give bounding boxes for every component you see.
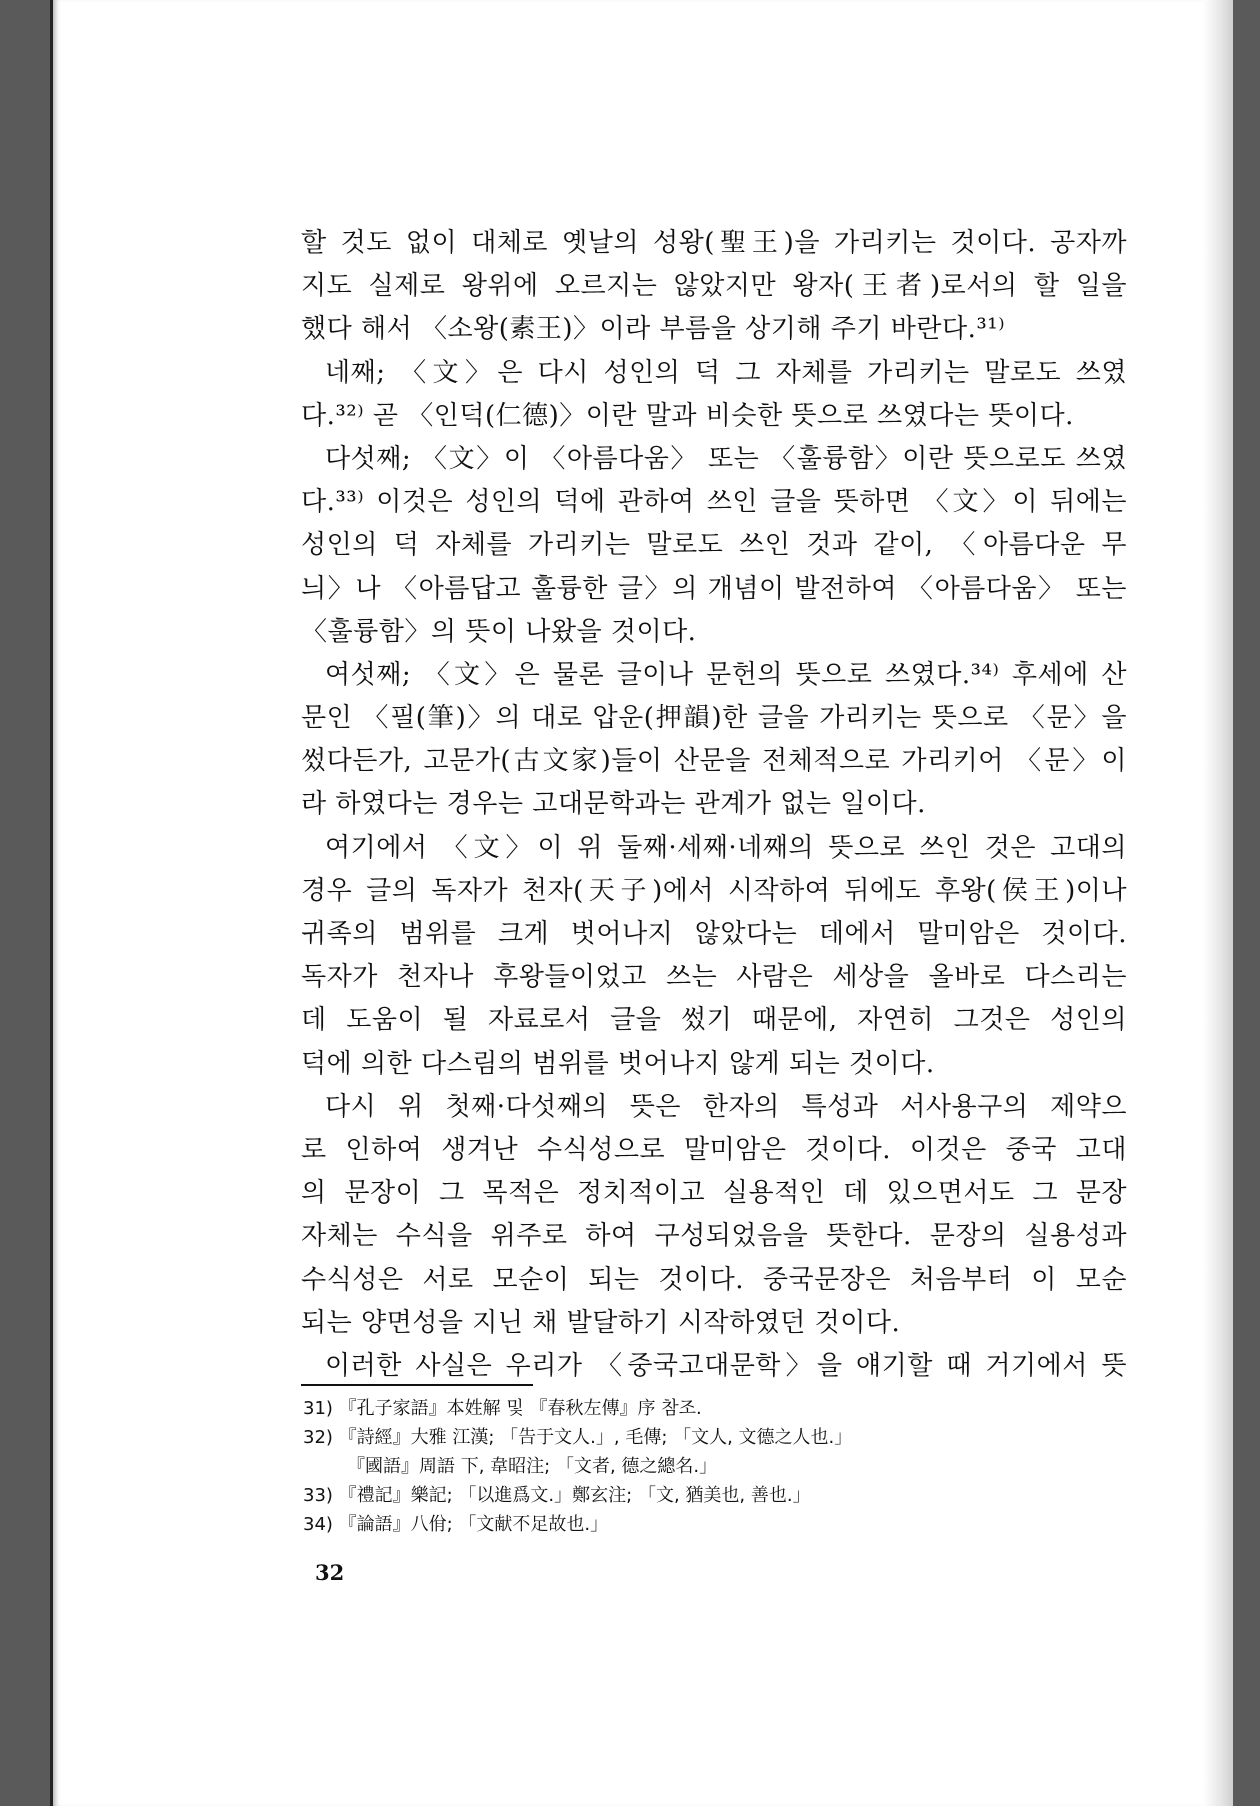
text-line: 〈훌륭함〉의 뜻이 나왔을 것이다. bbox=[301, 616, 697, 647]
text-line: 수식성은 서로 모순이 되는 것이다. 중국문장은 처음부터 이 모순 bbox=[301, 1264, 1127, 1295]
text-line: 다시 위 첫째·다섯째의 뜻은 한자의 특성과 서사용구의 제약으 bbox=[325, 1091, 1127, 1122]
text-line: 로 인하여 생겨난 수식성으로 말미암은 것이다. 이것은 중국 고대 bbox=[301, 1134, 1127, 1165]
text-line: 의 문장이 그 목적은 정치적이고 실용적인 데 있으면서도 그 문장 bbox=[301, 1178, 1127, 1209]
footnote-33: 33) 『禮記』樂記; 「以進爲文.」鄭玄注; 「文, 猶美也, 善也.」 bbox=[303, 1485, 811, 1506]
text-line: 되는 양면성을 지닌 채 발달하기 시작하였던 것이다. bbox=[301, 1307, 901, 1338]
body-text bbox=[301, 222, 1127, 1388]
footnote-32-continued: 『國語』周語 下, 韋昭注; 「文者, 德之總名.」 bbox=[347, 1456, 718, 1477]
text-line: 썼다든가, 고문가(古文家)들이 산문을 전체적으로 가리키어 〈문〉이 bbox=[301, 746, 1127, 777]
page-number: 32 bbox=[315, 1560, 345, 1585]
text-line: 문인 〈필(筆)〉의 대로 압운(押韻)한 글을 가리키는 뜻으로 〈문〉을 bbox=[301, 703, 1127, 734]
footnote-34: 34) 『論語』八佾; 「文献不足故也.」 bbox=[303, 1514, 609, 1535]
text-line: 할 것도 없이 대체로 옛날의 성왕(聖王)을 가리키는 것이다. 공자까 bbox=[301, 228, 1127, 258]
text-line: 귀족의 범위를 크게 벗어나지 않았다는 데에서 말미암은 것이다. bbox=[301, 919, 1127, 949]
page-gutter-shadow bbox=[1203, 0, 1233, 1806]
footnotes bbox=[303, 1394, 1123, 1539]
footnote-31: 31) 『孔子家語』本姓解 및 『春秋左傳』序 참조. bbox=[303, 1398, 702, 1419]
text-line: 덕에 의한 다스림의 범위를 벗어나지 않게 되는 것이다. bbox=[301, 1048, 935, 1079]
text-line: 여기에서 〈文〉이 위 둘째·세째·네째의 뜻으로 쓰인 것은 고대의 bbox=[325, 832, 1127, 863]
text-line: 지도 실제로 왕위에 오르지는 않았지만 왕자(王者)로서의 할 일을 bbox=[301, 271, 1127, 302]
text-line: 다섯째; 〈文〉이 〈아름다움〉 또는 〈훌륭함〉이란 뜻으로도 쓰였 bbox=[325, 443, 1127, 474]
text-line: 경우 글의 독자가 천자(天子)에서 시작하여 뒤에도 후왕(侯王)이나 bbox=[301, 875, 1127, 906]
text-line: 데 도움이 될 자료로서 글을 썼기 때문에, 자연히 그것은 성인의 bbox=[301, 1005, 1127, 1036]
text-line: 했다 해서 〈소왕(素王)〉이라 부름을 상기해 주기 바란다.³¹⁾ bbox=[301, 314, 1006, 345]
text-line: 성인의 덕 자체를 가리키는 말로도 쓰인 것과 같이, 〈아름다운 무 bbox=[301, 530, 1127, 561]
book-page bbox=[50, 0, 1233, 1806]
text-line: 다.³³⁾ 이것은 성인의 덕에 관하여 쓰인 글을 뜻하면 〈文〉이 뒤에는 bbox=[301, 487, 1127, 518]
text-line: 라 하였다는 경우는 고대문학과는 관계가 없는 일이다. bbox=[301, 789, 926, 820]
text-line: 다.³²⁾ 곧 〈인덕(仁德)〉이란 말과 비슷한 뜻으로 쓰였다는 뜻이다. bbox=[301, 400, 1074, 431]
text-line: 늬〉나 〈아름답고 훌륭한 글〉의 개념이 발전하여 〈아름다움〉 또는 bbox=[301, 573, 1127, 604]
text-line: 자체는 수식을 위주로 하여 구성되었음을 뜻한다. 문장의 실용성과 bbox=[301, 1221, 1127, 1252]
text-line: 독자가 천자나 후왕들이었고 쓰는 사람은 세상을 올바로 다스리는 bbox=[301, 962, 1127, 993]
text-line: 네째; 〈文〉은 다시 성인의 덕 그 자체를 가리키는 말로도 쓰였 bbox=[325, 357, 1127, 388]
text-line: 이러한 사실은 우리가 〈중국고대문학〉을 얘기할 때 거기에서 뜻 bbox=[325, 1350, 1127, 1381]
footnote-divider bbox=[301, 1384, 533, 1386]
text-line: 여섯째; 〈文〉은 물론 글이나 문헌의 뜻으로 쓰였다.³⁴⁾ 후세에 산 bbox=[325, 659, 1127, 690]
footnote-32: 32) 『詩經』大雅 江漢; 「告于文人.」, 毛傳; 「文人, 文德之人也.」 bbox=[303, 1427, 853, 1448]
